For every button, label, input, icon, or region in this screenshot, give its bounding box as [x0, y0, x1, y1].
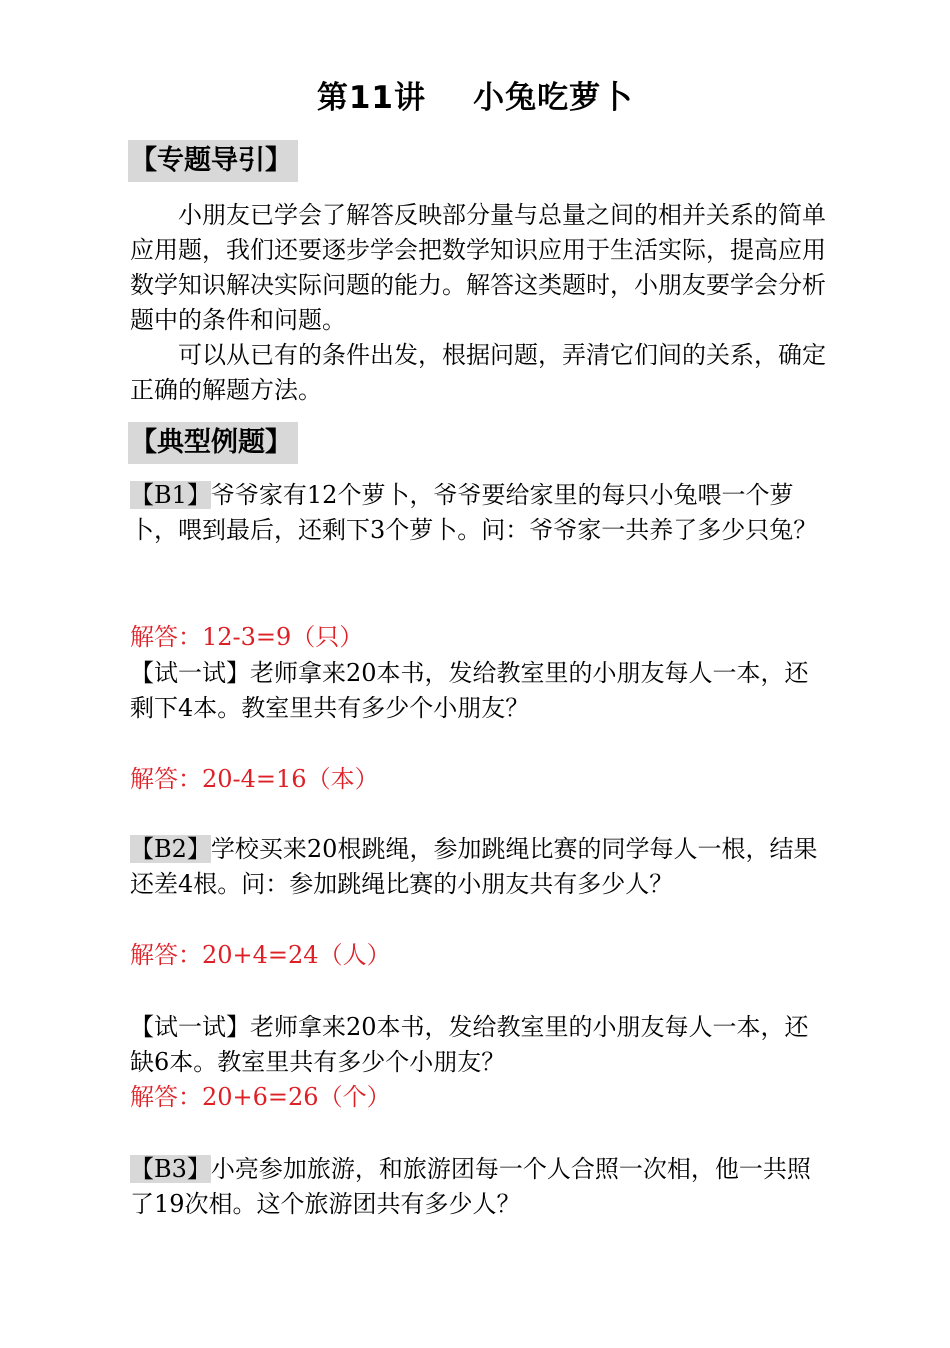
try-2-answer: 解答：20+6=26（个） [130, 1083, 391, 1111]
example-b3 [130, 1152, 830, 1222]
intro-paragraph-1: 小朋友已学会了解答反映部分量与总量之间的相并关系的简单应用题，我们还要逐步学会把数学知识应用于生活实际，提高应用数学知识解决实际问题的能力。解答这类题时，小朋友要学会分析题中的条件和问题。 [130, 201, 826, 334]
example-b1-tag: 【B1】 [130, 481, 211, 509]
example-b2-tag: 【B2】 [130, 835, 211, 863]
example-b3-text: 小亮参加旅游，和旅游团每一个人合照一次相，他一共照了19次相。这个旅游团共有多少人？ [130, 1155, 811, 1218]
try-2-text: 老师拿来20本书，发给教室里的小朋友每人一本，还缺6本。教室里共有多少个小朋友？ [130, 1013, 809, 1076]
example-b2-answer: 解答：20+4=24（人） [130, 941, 391, 969]
try-1-tag: 【试一试】 [130, 659, 250, 687]
try-2-tag: 【试一试】 [130, 1013, 250, 1041]
intro-heading: 【专题导引】 [128, 140, 298, 182]
try-1-text: 老师拿来20本书，发给教室里的小朋友每人一本，还剩下4本。教室里共有多少个小朋友？ [130, 659, 809, 722]
examples-heading: 【典型例题】 [128, 422, 298, 464]
try-2 [130, 1010, 830, 1080]
example-b3-tag: 【B3】 [130, 1155, 211, 1183]
example-b1 [130, 478, 830, 548]
page-title: 第11讲 小兔吃萝卜 [316, 80, 634, 116]
try-1 [130, 656, 830, 726]
example-b2-text: 学校买来20根跳绳，参加跳绳比赛的同学每人一根，结果还差4根。问：参加跳绳比赛的小朋友共有多少人？ [130, 835, 818, 898]
example-b2 [130, 832, 830, 902]
try-1-answer: 解答：20-4=16（本） [130, 765, 379, 793]
example-b1-text: 爷爷家有12个萝卜，爷爷要给家里的每只小兔喂一个萝卜，喂到最后，还剩下3个萝卜。问：爷爷家一共养了多少只兔？ [130, 481, 818, 544]
intro-paragraph-2: 可以从已有的条件出发，根据问题，弄清它们间的关系，确定正确的解题方法。 [130, 341, 826, 404]
example-b1-answer: 解答：12-3=9（只） [130, 623, 364, 651]
